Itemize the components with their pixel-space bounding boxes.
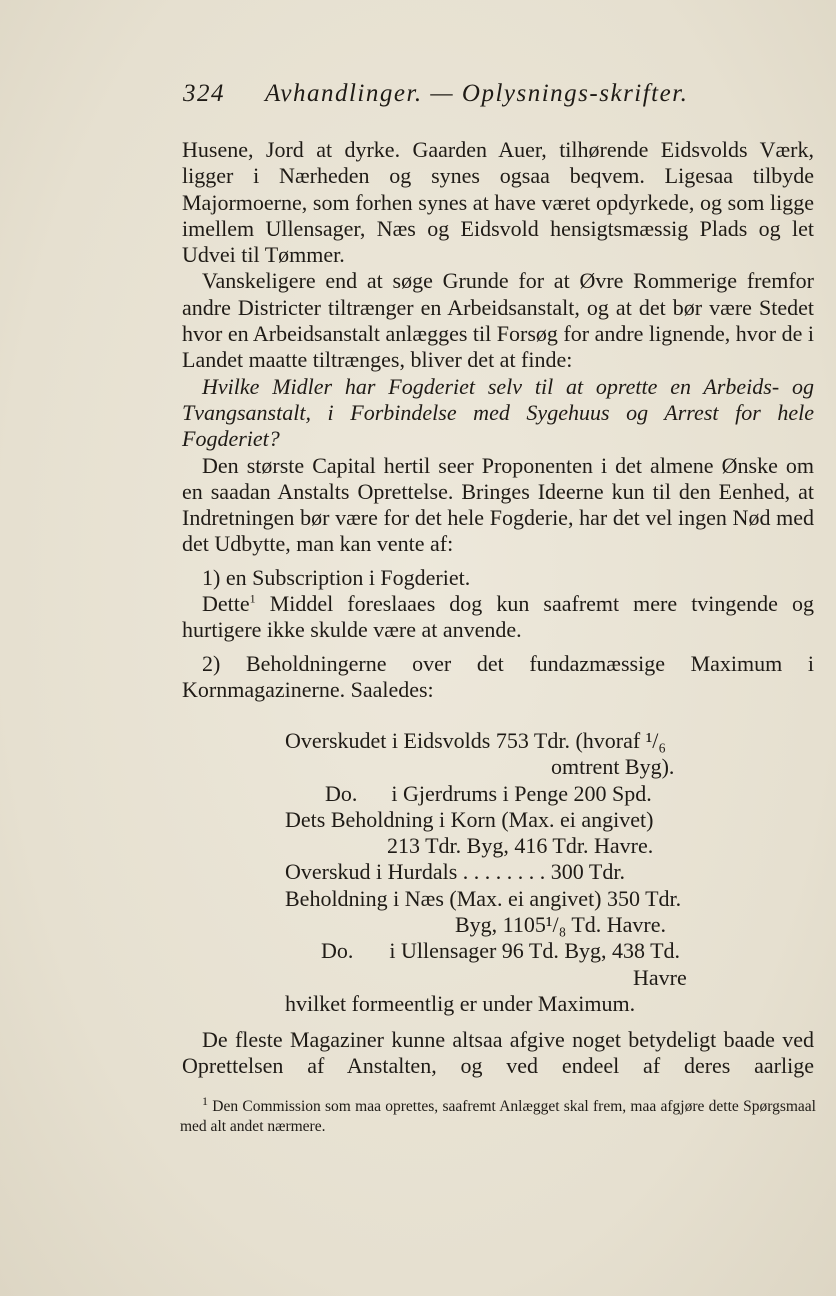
item-2: 2) Beholdningerne over det fundazmæssige Maximum i Kornmagazinerne. Saaledes: [182, 650, 814, 702]
paragraph-4: Den største Capital hertil seer Proponenten i det almene Ønske om en saadan Anstalts Oprettelse. Bringes Ideerne kun til den Eenhed, at Indretningen bør være for det hele Fogderie, har det vel ingen Nød med det Udbytte, man kan vente af: [182, 452, 814, 557]
account-line [285, 781, 725, 807]
account-line: Overskud i Hurdals . . . . . . . . 300 Tdr. [285, 859, 625, 885]
footnote [180, 1093, 816, 1137]
paragraph-6-rest: Middel foreslaaes dog kun saafremt mere tvingende og hurtigere ikke skulde være at anvende. [182, 591, 814, 643]
footnote-text: Den Commission som maa oprettes, saafremt Anlægget skal frem, maa afgjøre dette Spørgsmaal med alt andet nærmere. [180, 1098, 816, 1135]
account-text: i Gjerdrums i Penge 200 Spd. [391, 780, 652, 806]
account-line: hvilket formeentlig er under Maximum. [285, 990, 636, 1016]
paragraph-6-start: Dette [202, 591, 250, 617]
grain-account [285, 728, 725, 1017]
account-line [285, 938, 725, 964]
footnote-marker: 1 [202, 1093, 208, 1108]
body-text-bottom [182, 1027, 814, 1080]
question-paragraph: Hvilke Midler har Fogderiet selv til at oprette en Arbeids- og Tvangsanstalt, i Forbindelse med Sygehuus og Arrest for hele Fogderiet? [182, 373, 814, 452]
ditto-mark: Do. [325, 780, 358, 806]
account-line: Byg, 1105¹/₈ Td. Havre. [455, 912, 667, 938]
page-number: 324 [183, 80, 225, 107]
paragraph-8: De fleste Magaziner kunne altsaa afgive noget betydeligt baade ved Oprettelsen af Anstalten, og ved endeel af deres aarlige [182, 1027, 814, 1079]
footnote-ref: 1 [249, 591, 256, 606]
item-1: 1) en Subscription i Fogderiet. [202, 564, 471, 590]
account-line: Havre [633, 964, 687, 990]
ditto-mark: Do. [321, 938, 354, 964]
running-title: Avhandlinger. — Oplysnings-skrifter. [265, 80, 689, 107]
account-line: Overskudet i Eidsvolds 753 Tdr. (hvoraf ¹/₆ [285, 728, 667, 753]
account-line: omtrent Byg). [551, 754, 675, 780]
paragraph-6 [182, 591, 814, 644]
account-line: Beholdning i Næs (Max. ei angivet) 350 Tdr. [285, 885, 682, 911]
paragraph-2: Vanskeligere end at søge Grunde for at Øvre Rommerige fremfor andre Districter tiltrænger en Arbeidsanstalt, og at det bør være Stedet hvor en Arbeidsanstalt anlægges til Forsøg for andre lignende, hvor de i Landet maatte tiltrænges, bliver det at finde: [182, 268, 814, 373]
account-line: 213 Tdr. Byg, 416 Tdr. Havre. [387, 833, 654, 859]
running-header [183, 80, 688, 108]
body-text-top [182, 137, 814, 703]
account-line: Dets Beholdning i Korn (Max. ei angivet) [285, 806, 654, 832]
paragraph-1: Husene, Jord at dyrke. Gaarden Auer, tilhørende Eidsvolds Værk, ligger i Nærheden og synes ogsaa beqvem. Ligesaa tilbyde Majormoerne, som forhen synes at have været opdyrkede, og som ligge imellem Ullensager, Næs og Eidsvold hensigtsmæssig Plads og let Udvei til Tømmer. [182, 137, 814, 268]
account-text: i Ullensager 96 Td. Byg, 438 Td. [389, 938, 681, 964]
